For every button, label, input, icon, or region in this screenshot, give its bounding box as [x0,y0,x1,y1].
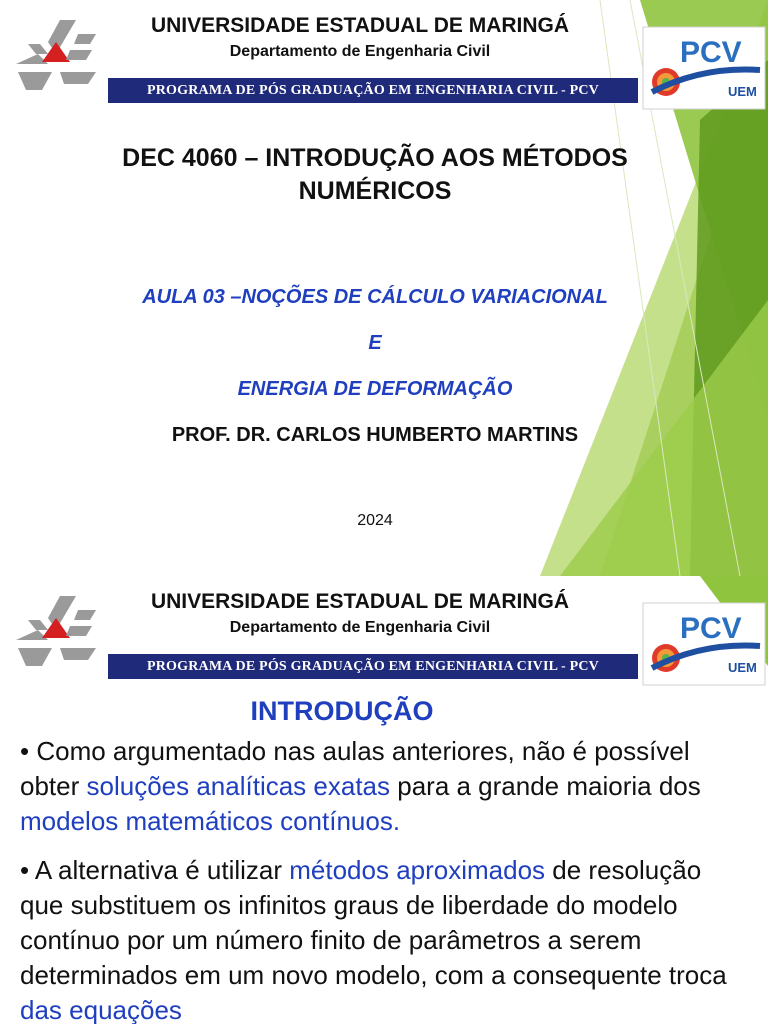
svg-text:PCV: PCV [680,612,742,645]
department-name: Departamento de Engenharia Civil [229,619,491,636]
professor-name: PROF. DR. CARLOS HUMBERTO MARTINS [171,424,579,446]
university-name: UNIVERSIDADE ESTADUAL DE MARINGÁ [150,14,570,37]
uem-logo-icon [8,590,100,672]
pcv-logo-icon [642,26,766,110]
body-text [20,734,736,1024]
department-name: Departamento de Engenharia Civil [229,43,491,60]
p2-text-2: de resolução que substituem os infinitos graus de liberdade do modelo contínuo por um número finito de parâmetros a serem determinados em um novo modelo, com a consequente troca [20,855,727,990]
paragraph-2 [20,853,736,1024]
section-title: INTRODUÇÃO [250,696,434,726]
p1-text-2: para a grande maioria dos [390,771,701,801]
introduction-slide [0,576,768,1024]
course-title [40,142,710,208]
svg-text:UEM: UEM [728,84,757,99]
p2-highlight-2: das equações [20,995,182,1024]
program-banner: PROGRAMA DE PÓS GRADUAÇÃO EM ENGENHARIA CIVIL - PCV [108,78,638,103]
svg-text:PCV: PCV [680,36,742,69]
p1-text: • Como argumentado nas aulas anteriores, não é possível obter [20,736,690,801]
paragraph-1 [20,734,736,839]
program-banner: PROGRAMA DE PÓS GRADUAÇÃO EM ENGENHARIA CIVIL - PCV [108,654,638,679]
pcv-logo-icon [642,602,766,686]
lecture-title-line2: E [368,332,382,354]
course-title-line2: NUMÉRICOS [298,177,452,205]
svg-text:UEM: UEM [728,660,757,675]
lecture-title-line3: ENERGIA DE DEFORMAÇÃO [237,378,513,400]
p1-highlight-1: soluções analíticas exatas [86,771,391,801]
uem-logo-icon [8,14,100,96]
p2-highlight-1: métodos aproximados [289,855,546,885]
year: 2024 [357,512,393,529]
p1-highlight-2: modelos matemáticos contínuos. [20,806,401,836]
lecture-title-line1: AULA 03 –NOÇÕES DE CÁLCULO VARIACIONAL [142,286,608,308]
p2-text: • A alternativa é utilizar [20,855,290,885]
course-title-line1: DEC 4060 – INTRODUÇÃO AOS MÉTODOS [122,144,628,172]
university-name: UNIVERSIDADE ESTADUAL DE MARINGÁ [150,590,570,613]
